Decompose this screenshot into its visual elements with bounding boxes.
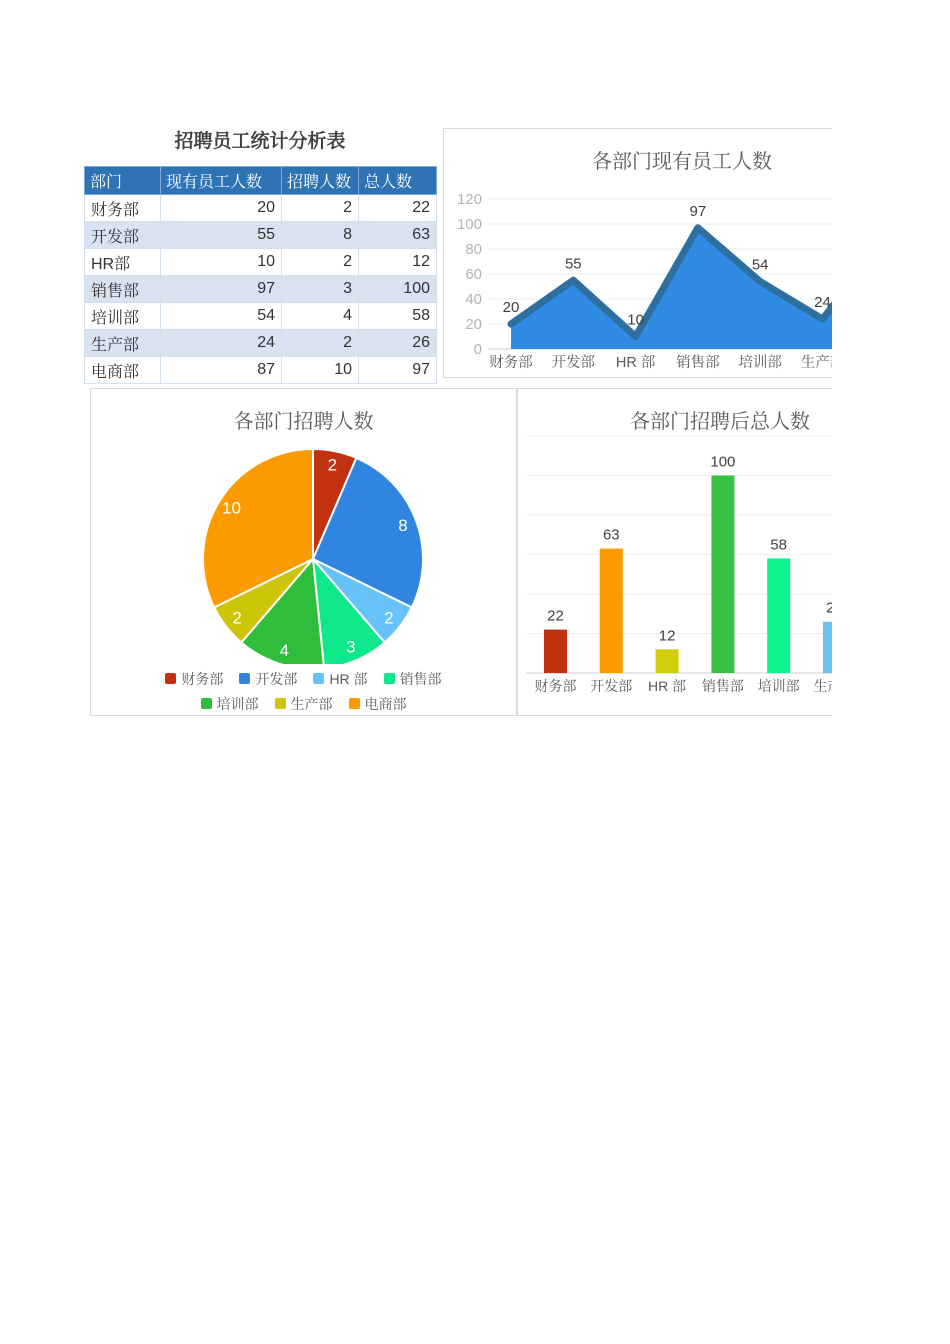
x-axis-category-label: 开发部 — [551, 355, 596, 371]
bar — [600, 549, 623, 673]
legend-label: 生产部 — [290, 695, 333, 712]
table-head — [85, 167, 437, 195]
pie-slice-label: 2 — [327, 455, 338, 475]
x-axis-category-label: 开发部 — [590, 678, 633, 694]
table-cell[interactable]: 22 — [359, 195, 437, 222]
table-cell[interactable]: 2 — [282, 330, 359, 357]
table-row — [85, 249, 437, 276]
legend-item — [275, 694, 333, 714]
table-cell[interactable]: 58 — [359, 303, 437, 330]
x-axis-category-label: 培训部 — [738, 355, 782, 371]
x-axis-category-label: 生产部 — [800, 355, 845, 371]
y-axis-tick-label: 120 — [456, 191, 482, 208]
table-cell[interactable]: 财务部 — [85, 195, 161, 222]
bar — [767, 558, 790, 673]
table-cell[interactable]: 100 — [359, 276, 437, 303]
y-axis-tick-label: 60 — [465, 266, 482, 283]
x-axis-category-label: 生产部 — [813, 678, 856, 694]
table-cell[interactable]: 97 — [161, 276, 282, 303]
x-axis-category-label: 培训部 — [757, 678, 800, 694]
legend-swatch — [201, 698, 212, 709]
pie-chart-panel[interactable] — [90, 388, 517, 716]
data-label: 12 — [658, 627, 676, 645]
legend-item — [313, 669, 367, 689]
legend-swatch — [239, 673, 250, 684]
x-axis-category-label: HR 部 — [648, 678, 687, 694]
table-cell[interactable]: 2 — [282, 195, 359, 222]
table-row — [85, 303, 437, 330]
y-axis-tick-label: 80 — [465, 241, 482, 258]
table-cell[interactable]: 开发部 — [85, 222, 161, 249]
table-cell[interactable]: 24 — [161, 330, 282, 357]
bar-chart-title: 各部门招聘后总人数 — [630, 411, 810, 433]
table-cell[interactable]: 10 — [161, 249, 282, 276]
table-cell[interactable]: 8 — [282, 222, 359, 249]
column-header-cell[interactable]: 现有员工人数 — [161, 167, 282, 195]
area-chart-clip — [443, 128, 907, 378]
bar — [711, 476, 734, 674]
legend-item — [165, 669, 223, 689]
table-cell[interactable]: 2 — [282, 249, 359, 276]
table-cell[interactable]: HR部 — [85, 249, 161, 276]
pie-slice-label: 10 — [222, 498, 241, 518]
data-label: 54 — [751, 256, 769, 274]
data-label: 10 — [627, 311, 644, 329]
legend-label: 销售部 — [399, 670, 442, 687]
data-label: 22 — [547, 607, 564, 625]
legend-swatch — [275, 698, 286, 709]
area-chart-canvas: 02040608010012020财务部55开发部10HR 部97销售部54培训部24生产部87电商部 — [456, 191, 907, 371]
y-axis-tick-label: 100 — [456, 216, 482, 233]
table-row — [85, 195, 437, 222]
table-cell[interactable]: 培训部 — [85, 303, 161, 330]
y-axis-tick-label: 20 — [465, 316, 482, 333]
x-axis-category-label: 销售部 — [676, 355, 720, 371]
data-label: 58 — [770, 536, 788, 554]
table-cell[interactable]: 销售部 — [85, 276, 161, 303]
pie-chart-canvas — [91, 389, 518, 664]
column-header-cell[interactable]: 部门 — [85, 167, 161, 195]
pie-chart-title: 各部门招聘人数 — [233, 411, 374, 433]
data-label: 63 — [602, 526, 620, 544]
pie-slice-label: 2 — [384, 608, 394, 628]
data-label: 100 — [710, 453, 736, 471]
legend-swatch — [349, 698, 360, 709]
bar-chart-clip — [517, 388, 912, 716]
y-axis-tick-label: 40 — [465, 291, 482, 308]
pie-legend-row-2 — [91, 691, 516, 716]
data-label: 24 — [814, 294, 831, 311]
data-label: 97 — [689, 202, 707, 220]
bar — [823, 622, 832, 673]
column-header-cell[interactable]: 招聘人数 — [282, 167, 359, 195]
table-cell[interactable]: 3 — [282, 276, 359, 303]
table-cell[interactable]: 63 — [359, 222, 437, 249]
legend-item — [384, 669, 442, 689]
table-cell[interactable]: 12 — [359, 249, 437, 276]
table-cell[interactable]: 20 — [161, 195, 282, 222]
table-cell[interactable]: 电商部 — [85, 357, 161, 384]
bar-chart-canvas: 22财务部63开发部12HR 部100销售部58培训部26生产部97电商部 — [534, 453, 912, 694]
area-chart-panel[interactable] — [443, 128, 907, 378]
data-label: 20 — [502, 299, 520, 316]
pie-slice-label: 8 — [398, 516, 408, 536]
table-row — [85, 357, 437, 384]
legend-swatch — [384, 673, 395, 684]
bar — [544, 630, 567, 674]
x-axis-category-label: HR 部 — [615, 355, 656, 371]
data-label: 26 — [826, 599, 843, 617]
x-axis-category-label: 财务部 — [534, 678, 577, 694]
legend-item — [349, 694, 407, 714]
table-row — [85, 276, 437, 303]
table-cell[interactable]: 54 — [161, 303, 282, 330]
table-cell[interactable]: 4 — [282, 303, 359, 330]
y-axis-tick-label: 0 — [473, 341, 482, 358]
pie-legend — [91, 666, 516, 716]
pie-slice-label: 3 — [346, 637, 356, 657]
legend-label: 培训部 — [216, 695, 259, 712]
pie-slice-label: 4 — [279, 641, 290, 661]
table-cell[interactable]: 97 — [359, 357, 437, 384]
legend-label: HR 部 — [329, 670, 368, 687]
pie-legend-row-1 — [91, 666, 516, 691]
pie-slice-label: 2 — [232, 608, 242, 628]
table-header-row — [85, 167, 437, 195]
area-chart-title: 各部门现有员工人数 — [592, 151, 772, 173]
table-cell[interactable]: 10 — [282, 357, 359, 384]
x-axis-category-label: 财务部 — [489, 355, 533, 371]
legend-item — [239, 669, 297, 689]
x-axis-category-label: 销售部 — [701, 678, 744, 694]
data-label: 55 — [564, 255, 582, 273]
stats-table[interactable] — [84, 166, 437, 384]
table-cell[interactable]: 26 — [359, 330, 437, 357]
column-header-cell[interactable]: 总人数 — [359, 167, 437, 195]
table-row — [85, 222, 437, 249]
bar — [656, 649, 679, 673]
table-cell[interactable]: 55 — [161, 222, 282, 249]
legend-swatch — [313, 673, 324, 684]
table-cell[interactable]: 87 — [161, 357, 282, 384]
table-body — [85, 195, 437, 384]
legend-swatch — [165, 673, 176, 684]
bar-chart-panel[interactable] — [517, 388, 912, 716]
legend-label: 电商部 — [364, 695, 407, 712]
legend-label: 财务部 — [181, 670, 224, 687]
legend-item — [201, 694, 259, 714]
table-row — [85, 330, 437, 357]
legend-label: 开发部 — [255, 670, 298, 687]
table-cell[interactable]: 生产部 — [85, 330, 161, 357]
table-title: 招聘员工统计分析表 — [174, 131, 346, 152]
